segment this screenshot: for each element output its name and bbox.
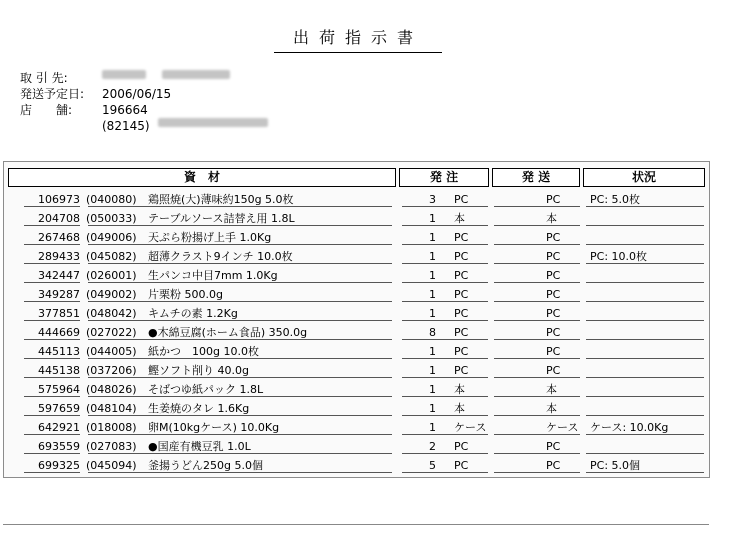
row-underline <box>586 358 704 359</box>
row-underline <box>494 339 580 340</box>
row-underline <box>586 225 704 226</box>
row-underline <box>402 396 488 397</box>
row-underline <box>402 358 488 359</box>
row-underline <box>494 415 580 416</box>
ship-unit: PC <box>546 459 561 472</box>
row-underline <box>402 320 488 321</box>
row-underline <box>586 339 704 340</box>
item-code: 106973 <box>38 193 80 206</box>
row-underline <box>402 472 488 473</box>
item-code: 289433 <box>38 250 80 263</box>
item-subcode: (037206) <box>86 364 137 377</box>
row-underline <box>146 339 392 340</box>
row-underline <box>402 263 488 264</box>
item-code: 597659 <box>38 402 80 415</box>
ship-unit: PC <box>546 307 561 320</box>
ship-date: 2006/06/15 <box>102 87 172 101</box>
row-underline <box>494 358 580 359</box>
bottom-divider <box>3 524 709 525</box>
row-underline <box>146 453 392 454</box>
materials-table <box>3 161 710 478</box>
row-underline <box>24 472 80 473</box>
row-underline <box>24 244 80 245</box>
row-underline <box>586 263 704 264</box>
item-code: 445113 <box>38 345 80 358</box>
client-label: 取 引 先: <box>20 71 68 85</box>
ship-unit: PC <box>546 288 561 301</box>
item-subcode: (049002) <box>86 288 137 301</box>
order-unit: PC <box>454 307 469 320</box>
row-underline <box>494 244 580 245</box>
order-qty: 1 <box>429 231 436 244</box>
ship-unit: ケース <box>546 421 579 434</box>
row-underline <box>24 206 80 207</box>
table-row <box>4 342 709 361</box>
row-underline <box>88 263 146 264</box>
table-row <box>4 247 709 266</box>
row-underline <box>494 396 580 397</box>
table-row <box>4 323 709 342</box>
row-underline <box>24 358 80 359</box>
row-underline <box>494 377 580 378</box>
item-subcode: (049006) <box>86 231 137 244</box>
table-row <box>4 285 709 304</box>
order-unit: 本 <box>454 402 465 415</box>
order-unit: PC <box>454 440 469 453</box>
table-row <box>4 304 709 323</box>
row-underline <box>88 244 146 245</box>
item-subcode: (044005) <box>86 345 137 358</box>
table-row <box>4 380 709 399</box>
row-underline <box>494 225 580 226</box>
order-qty: 5 <box>429 459 436 472</box>
item-code: 693559 <box>38 440 80 453</box>
row-underline <box>88 472 146 473</box>
item-name: 天ぷら粉揚げ上手 1.0Kg <box>148 231 272 244</box>
row-underline <box>88 225 146 226</box>
order-unit: PC <box>454 345 469 358</box>
item-subcode: (027083) <box>86 440 137 453</box>
row-underline <box>586 472 704 473</box>
row-underline <box>88 377 146 378</box>
row-underline <box>586 244 704 245</box>
row-underline <box>494 206 580 207</box>
order-unit: PC <box>454 364 469 377</box>
item-subcode: (045082) <box>86 250 137 263</box>
row-underline <box>88 415 146 416</box>
row-underline <box>402 453 488 454</box>
status: PC: 10.0枚 <box>590 250 648 263</box>
redacted-store-name <box>158 118 268 127</box>
row-underline <box>402 434 488 435</box>
row-underline <box>88 453 146 454</box>
row-underline <box>146 434 392 435</box>
table-row <box>4 418 709 437</box>
row-underline <box>586 453 704 454</box>
row-underline <box>24 320 80 321</box>
row-underline <box>402 377 488 378</box>
row-underline <box>402 244 488 245</box>
item-name: テーブルソース詰替え用 1.8L <box>148 212 295 225</box>
date-row <box>20 86 284 102</box>
row-underline <box>494 434 580 435</box>
redacted-client-code <box>102 70 146 79</box>
header-info <box>20 70 284 134</box>
item-name: キムチの素 1.2Kg <box>148 307 238 320</box>
order-unit: 本 <box>454 383 465 396</box>
row-underline <box>146 320 392 321</box>
row-underline <box>494 320 580 321</box>
row-underline <box>88 358 146 359</box>
header-shipped: 発 送 <box>492 168 580 187</box>
store-sub-row <box>20 118 284 134</box>
row-underline <box>146 282 392 283</box>
order-unit: 本 <box>454 212 465 225</box>
item-code: 377851 <box>38 307 80 320</box>
row-underline <box>146 244 392 245</box>
redacted-client-name <box>162 70 230 79</box>
status: PC: 5.0枚 <box>590 193 641 206</box>
ship-unit: 本 <box>546 402 557 415</box>
order-qty: 1 <box>429 421 436 434</box>
status: ケース: 10.0Kg <box>590 421 669 434</box>
item-name: 鶏照焼(大)薄味約150g 5.0枚 <box>148 193 294 206</box>
ship-unit: PC <box>546 364 561 377</box>
order-qty: 1 <box>429 383 436 396</box>
table-row <box>4 209 709 228</box>
row-underline <box>146 358 392 359</box>
store-row <box>20 102 284 118</box>
ship-unit: PC <box>546 345 561 358</box>
item-subcode: (045094) <box>86 459 137 472</box>
item-code: 445138 <box>38 364 80 377</box>
item-code: 204708 <box>38 212 80 225</box>
row-underline <box>494 301 580 302</box>
row-underline <box>586 206 704 207</box>
table-row <box>4 361 709 380</box>
order-qty: 1 <box>429 345 436 358</box>
item-subcode: (040080) <box>86 193 137 206</box>
row-underline <box>24 282 80 283</box>
row-underline <box>88 434 146 435</box>
item-name: 紙かつ 100g 10.0枚 <box>148 345 259 358</box>
row-underline <box>402 282 488 283</box>
row-underline <box>494 263 580 264</box>
order-unit: PC <box>454 288 469 301</box>
row-underline <box>88 301 146 302</box>
order-qty: 1 <box>429 212 436 225</box>
row-underline <box>586 434 704 435</box>
header-materials: 資 材 <box>8 168 396 187</box>
item-subcode: (050033) <box>86 212 137 225</box>
item-subcode: (048042) <box>86 307 137 320</box>
row-underline <box>24 225 80 226</box>
row-underline <box>24 453 80 454</box>
row-underline <box>24 434 80 435</box>
order-unit: PC <box>454 269 469 282</box>
table-row <box>4 456 709 475</box>
row-underline <box>24 301 80 302</box>
item-name: ●国産有機豆乳 1.0L <box>148 440 251 453</box>
order-qty: 8 <box>429 326 436 339</box>
order-qty: 1 <box>429 250 436 263</box>
order-unit: ケース <box>454 421 487 434</box>
order-unit: PC <box>454 459 469 472</box>
row-underline <box>146 206 392 207</box>
order-qty: 2 <box>429 440 436 453</box>
row-underline <box>88 320 146 321</box>
row-underline <box>146 263 392 264</box>
row-underline <box>88 206 146 207</box>
row-underline <box>146 377 392 378</box>
row-underline <box>88 282 146 283</box>
row-underline <box>24 396 80 397</box>
ship-unit: PC <box>546 269 561 282</box>
item-code: 342447 <box>38 269 80 282</box>
row-underline <box>146 472 392 473</box>
item-name: 生姜焼のタレ 1.6Kg <box>148 402 250 415</box>
item-subcode: (027022) <box>86 326 137 339</box>
document-title: 出荷指示書 <box>274 26 442 53</box>
order-unit: PC <box>454 231 469 244</box>
row-underline <box>24 415 80 416</box>
row-underline <box>146 301 392 302</box>
ship-unit: 本 <box>546 212 557 225</box>
item-subcode: (018008) <box>86 421 137 434</box>
item-name: 釜揚うどん250g 5.0個 <box>148 459 263 472</box>
row-underline <box>146 396 392 397</box>
row-underline <box>494 282 580 283</box>
row-underline <box>494 472 580 473</box>
table-row <box>4 266 709 285</box>
row-underline <box>402 415 488 416</box>
row-underline <box>586 415 704 416</box>
row-underline <box>494 453 580 454</box>
item-name: そばつゆ紙パック 1.8L <box>148 383 264 396</box>
header-status: 状況 <box>583 168 705 187</box>
order-qty: 1 <box>429 402 436 415</box>
table-row <box>4 399 709 418</box>
row-underline <box>402 206 488 207</box>
row-underline <box>586 320 704 321</box>
item-name: 卵M(10kgケース) 10.0Kg <box>148 421 280 434</box>
client-row <box>20 70 284 86</box>
header-ordered: 発 注 <box>399 168 489 187</box>
ship-unit: PC <box>546 193 561 206</box>
item-code: 444669 <box>38 326 80 339</box>
item-subcode: (048026) <box>86 383 137 396</box>
row-underline <box>586 396 704 397</box>
order-unit: PC <box>454 250 469 263</box>
row-underline <box>146 415 392 416</box>
row-underline <box>24 377 80 378</box>
row-underline <box>88 396 146 397</box>
table-row <box>4 228 709 247</box>
table-row <box>4 437 709 456</box>
ship-unit: PC <box>546 440 561 453</box>
item-name: 片栗粉 500.0g <box>148 288 223 301</box>
item-code: 267468 <box>38 231 80 244</box>
item-name: 超薄クラスト9インチ 10.0枚 <box>148 250 293 263</box>
row-underline <box>88 339 146 340</box>
order-qty: 1 <box>429 288 436 301</box>
row-underline <box>586 282 704 283</box>
item-code: 575964 <box>38 383 80 396</box>
item-code: 642921 <box>38 421 80 434</box>
ship-unit: PC <box>546 231 561 244</box>
order-qty: 3 <box>429 193 436 206</box>
item-code: 699325 <box>38 459 80 472</box>
order-unit: PC <box>454 193 469 206</box>
row-underline <box>402 301 488 302</box>
store-sub-code: (82145) <box>102 119 150 133</box>
order-qty: 1 <box>429 269 436 282</box>
item-name: ●木綿豆腐(ホーム食品) 350.0g <box>148 326 308 339</box>
table-row <box>4 190 709 209</box>
row-underline <box>24 339 80 340</box>
row-underline <box>146 225 392 226</box>
item-name: 鰹ソフト削り 40.0g <box>148 364 249 377</box>
row-underline <box>24 263 80 264</box>
order-qty: 1 <box>429 307 436 320</box>
item-code: 349287 <box>38 288 80 301</box>
status: PC: 5.0個 <box>590 459 641 472</box>
row-underline <box>402 339 488 340</box>
order-unit: PC <box>454 326 469 339</box>
date-label: 発送予定日: <box>20 87 85 101</box>
table-body <box>4 190 709 475</box>
store-code: 196664 <box>102 103 148 117</box>
row-underline <box>586 301 704 302</box>
row-underline <box>586 377 704 378</box>
ship-unit: PC <box>546 250 561 263</box>
item-subcode: (026001) <box>86 269 137 282</box>
row-underline <box>402 225 488 226</box>
ship-unit: PC <box>546 326 561 339</box>
item-name: 生パンコ中目7mm 1.0Kg <box>148 269 278 282</box>
order-qty: 1 <box>429 364 436 377</box>
store-label: 店 舗: <box>20 103 73 117</box>
item-subcode: (048104) <box>86 402 137 415</box>
ship-unit: 本 <box>546 383 557 396</box>
